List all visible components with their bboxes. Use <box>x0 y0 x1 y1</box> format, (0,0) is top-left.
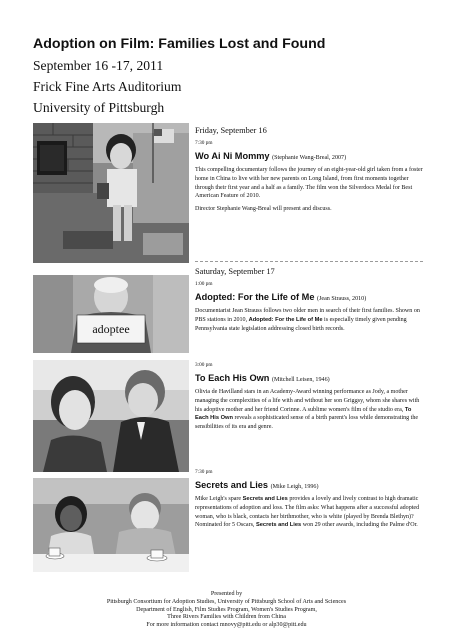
saturday-section <box>195 267 423 333</box>
event-dates: September 16 -17, 2011 <box>33 58 164 73</box>
film-title-to-each-his-own: To Each His Own (Mitchell Leisen, 1946) <box>195 373 330 383</box>
film-director-adopted: (Jean Strauss, 2010) <box>317 296 367 302</box>
photo-secrets-and-lies <box>33 478 189 572</box>
film-description-wo-ai-ni-mommy: This compelling documentary follows the journey of an eight-year-old girl taken from a foster home in China to live with her new parents on Long Island, from first moments together through their first year and a half as a family. The film won the Silverdocs Medal for Best American Feature of 2010. <box>195 167 423 200</box>
sponsors-footer <box>0 591 453 630</box>
event-venue: Frick Fine Arts Auditorium <box>33 79 182 94</box>
man-with-sign-image <box>33 275 189 353</box>
sponsor-line-3: Three Rivers Families with Children from China <box>167 614 286 621</box>
film-title-secrets-and-lies: Secrets and Lies (Mike Leigh, 1996) <box>195 480 319 490</box>
sponsor-line-2: Department of English, Film Studies Program, Women's Studies Program, <box>136 606 317 613</box>
event-institution: University of Pittsburgh <box>33 100 165 115</box>
photo-wo-ai-ni-mommy <box>33 123 189 263</box>
secrets-and-lies-block <box>195 469 423 530</box>
sponsor-line-1: Pittsburgh Consortium for Adoption Studies, University of Pittsburgh School of Arts and Sciences <box>106 598 347 605</box>
friday-section <box>195 126 423 214</box>
section-divider <box>195 261 423 262</box>
saturday-showtime-1: 1:00 pm <box>195 281 213 287</box>
saturday-showtime-3: 7:30 pm <box>195 469 213 475</box>
woman-and-boy-image <box>33 360 189 472</box>
contact-info: For more information contact mnovy@pitt.edu or alp30@pitt.edu <box>146 622 307 629</box>
friday-day-heading: Friday, September 16 <box>195 126 267 135</box>
event-title: Adoption on Film: Families Lost and Found <box>33 36 326 52</box>
presented-by-label: Presented by <box>210 591 243 597</box>
photo-to-each-his-own <box>33 360 189 472</box>
film-title-adopted: Adopted: For the Life of Me (Jean Strauss, 2010) <box>195 292 367 302</box>
saturday-day-heading: Saturday, September 17 <box>195 267 275 276</box>
saturday-showtime-2: 3:00 pm <box>195 362 213 368</box>
film-title-wo-ai-ni-mommy: Wo Ai Ni Mommy (Stephanie Wang-Breal, 2007) <box>195 151 347 161</box>
photo-adopted-for-the-life-of-me <box>33 275 189 353</box>
film-director-to-each-his-own: (Mitchell Leisen, 1946) <box>271 377 330 383</box>
girl-photo-image <box>33 123 189 263</box>
to-each-his-own-block <box>195 362 423 432</box>
film-description-adopted: Documentarist Jean Strauss follows two older men in search of their first families. Shown on PBS stations in 2010, Adopted: For the Life of Me is especially timely given pending Pennsylvania state legislation addressing closed birth records. <box>195 308 420 332</box>
film-director-wo-ai-ni-mommy: (Stephanie Wang-Breal, 2007) <box>272 155 347 161</box>
film-director-secrets-and-lies: (Mike Leigh, 1996) <box>270 484 319 490</box>
two-women-image <box>33 478 189 572</box>
adoptee-sign-text: adoptee <box>92 322 130 336</box>
director-note: Director Stephanie Wang-Breal will present and discuss. <box>195 206 332 213</box>
friday-showtime: 7:30 pm <box>195 140 213 146</box>
film-description-to-each-his-own: Olivia de Havilland stars in an Academy-Award winning performance as Jody, a mother managing the complexities of a life with and without her son Griggsy, whom she shares with his adoptive mother and her friend Corinne. A sublime women's film of the studio era, To Each His Own reveals a sophisticated sense of a birth parent's loss while demonstrating the sensibilities of its era and genre. <box>195 389 420 431</box>
film-description-secrets-and-lies: Mike Leigh's spare Secrets and Lies provides a lovely and lively contrast to high dramatic representations of adoption and loss. The film asks: What happens after a successful adopted woman, who is black, contacts her birthmother, who is white (played by Brenda Blethyn)? Nominated for 5 Oscars, Secrets and Lies won 29 other awards, including the Palme d'Or. <box>195 496 420 529</box>
